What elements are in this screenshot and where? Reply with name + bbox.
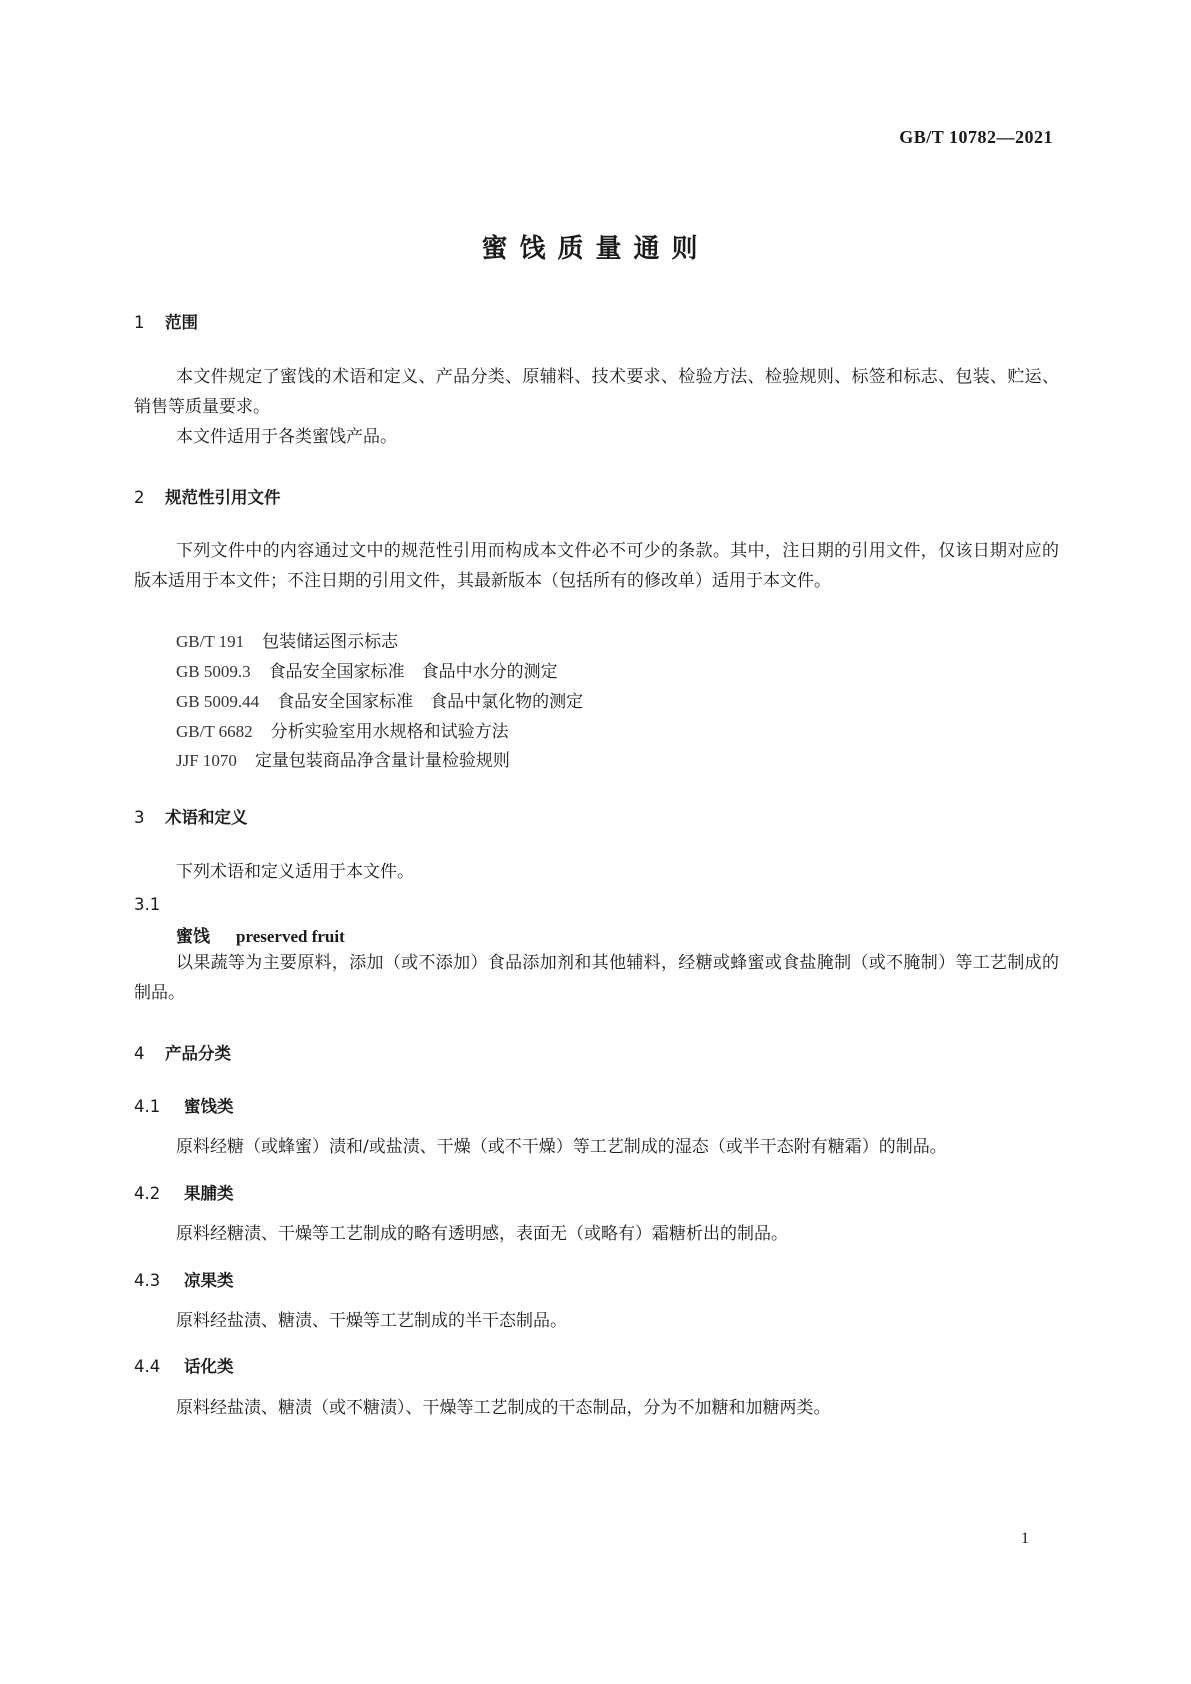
subsection-number: 4.4 bbox=[134, 1357, 161, 1376]
reference-item bbox=[176, 717, 509, 742]
subsection-4-2-heading bbox=[134, 1180, 234, 1204]
section-title: 产品分类 bbox=[165, 1044, 231, 1063]
document-title: 蜜饯质量通则 bbox=[481, 234, 710, 264]
reference-title: 食品安全国家标准 食品中氯化物的测定 bbox=[277, 692, 584, 712]
reference-item bbox=[176, 687, 583, 712]
reference-title: 包装储运图示标志 bbox=[262, 632, 399, 652]
section-number: 4 bbox=[134, 1044, 145, 1063]
reference-code: GB 5009.3 bbox=[176, 662, 251, 681]
subsection-4-1-text: 原料经糖（或蜂蜜）渍和/或盐渍、干燥（或不干燥）等工艺制成的湿态（或半干态附有糖霜）的制品。 bbox=[176, 1137, 947, 1157]
subsection-4-3-text: 原料经盐渍、糖渍、干燥等工艺制成的半干态制品。 bbox=[176, 1311, 567, 1331]
term-english: preserved fruit bbox=[236, 927, 345, 946]
section-number: 1 bbox=[134, 313, 145, 332]
reference-item bbox=[176, 746, 510, 771]
section-1-heading bbox=[134, 309, 198, 333]
term-definition: 以果蔬等为主要原料，添加（或不添加）食品添加剂和其他辅料，经糖或蜂蜜或食盐腌制（或不腌制）等工艺制成的制品。 bbox=[134, 953, 1059, 1003]
subsection-number: 4.2 bbox=[134, 1184, 161, 1203]
section-3-paragraph-1: 下列术语和定义适用于本文件。 bbox=[176, 862, 414, 882]
reference-title: 定量包装商品净含量计量检验规则 bbox=[254, 751, 510, 771]
reference-title: 分析实验室用水规格和试验方法 bbox=[270, 722, 509, 742]
page-number: 1 bbox=[1021, 1530, 1029, 1547]
clause-number: 3.1 bbox=[134, 895, 161, 914]
subsection-title: 果脯类 bbox=[184, 1184, 234, 1203]
section-1-paragraph-2: 本文件适用于各类蜜饯产品。 bbox=[176, 427, 397, 447]
reference-code: GB/T 191 bbox=[176, 632, 245, 651]
subsection-4-2-text: 原料经糖渍、干燥等工艺制成的略有透明感，表面无（或略有）霜糖析出的制品。 bbox=[176, 1224, 788, 1244]
reference-code: GB 5009.44 bbox=[176, 692, 260, 711]
reference-title: 食品安全国家标准 食品中水分的测定 bbox=[268, 662, 558, 682]
section-2-paragraph-1: 下列文件中的内容通过文中的规范性引用而构成本文件必不可少的条款。其中，注日期的引用文件，仅该日期对应的版本适用于本文件；不注日期的引用文件，其最新版本（包括所有的修改单）适用于本文件。 bbox=[134, 541, 1059, 591]
section-title: 范围 bbox=[165, 313, 198, 332]
reference-item bbox=[176, 657, 558, 682]
subsection-4-1-heading bbox=[134, 1093, 234, 1117]
term-entry bbox=[176, 922, 345, 947]
section-title: 规范性引用文件 bbox=[165, 488, 281, 507]
section-1-paragraph-1: 本文件规定了蜜饯的术语和定义、产品分类、原辅料、技术要求、检验方法、检验规则、标签和标志、包装、贮运、销售等质量要求。 bbox=[134, 367, 1059, 417]
reference-item bbox=[176, 627, 398, 652]
subsection-4-4-heading bbox=[134, 1353, 234, 1377]
section-2-heading bbox=[134, 484, 281, 508]
section-number: 3 bbox=[134, 808, 145, 827]
subsection-title: 凉果类 bbox=[184, 1271, 234, 1290]
subsection-number: 4.3 bbox=[134, 1271, 161, 1290]
reference-code: GB/T 6682 bbox=[176, 722, 253, 741]
standard-code: GB/T 10782—2021 bbox=[899, 127, 1053, 147]
section-number: 2 bbox=[134, 488, 145, 507]
reference-code: JJF 1070 bbox=[176, 751, 237, 770]
subsection-4-4-text: 原料经盐渍、糖渍（或不糖渍）、干燥等工艺制成的干态制品，分为不加糖和加糖两类。 bbox=[176, 1398, 831, 1418]
subsection-title: 蜜饯类 bbox=[184, 1097, 234, 1116]
subsection-4-3-heading bbox=[134, 1267, 234, 1291]
section-4-heading bbox=[134, 1040, 231, 1064]
section-3-heading bbox=[134, 804, 248, 828]
subsection-title: 话化类 bbox=[184, 1357, 234, 1376]
subsection-number: 4.1 bbox=[134, 1097, 161, 1116]
section-title: 术语和定义 bbox=[165, 808, 248, 827]
term-chinese: 蜜饯 bbox=[176, 927, 210, 947]
